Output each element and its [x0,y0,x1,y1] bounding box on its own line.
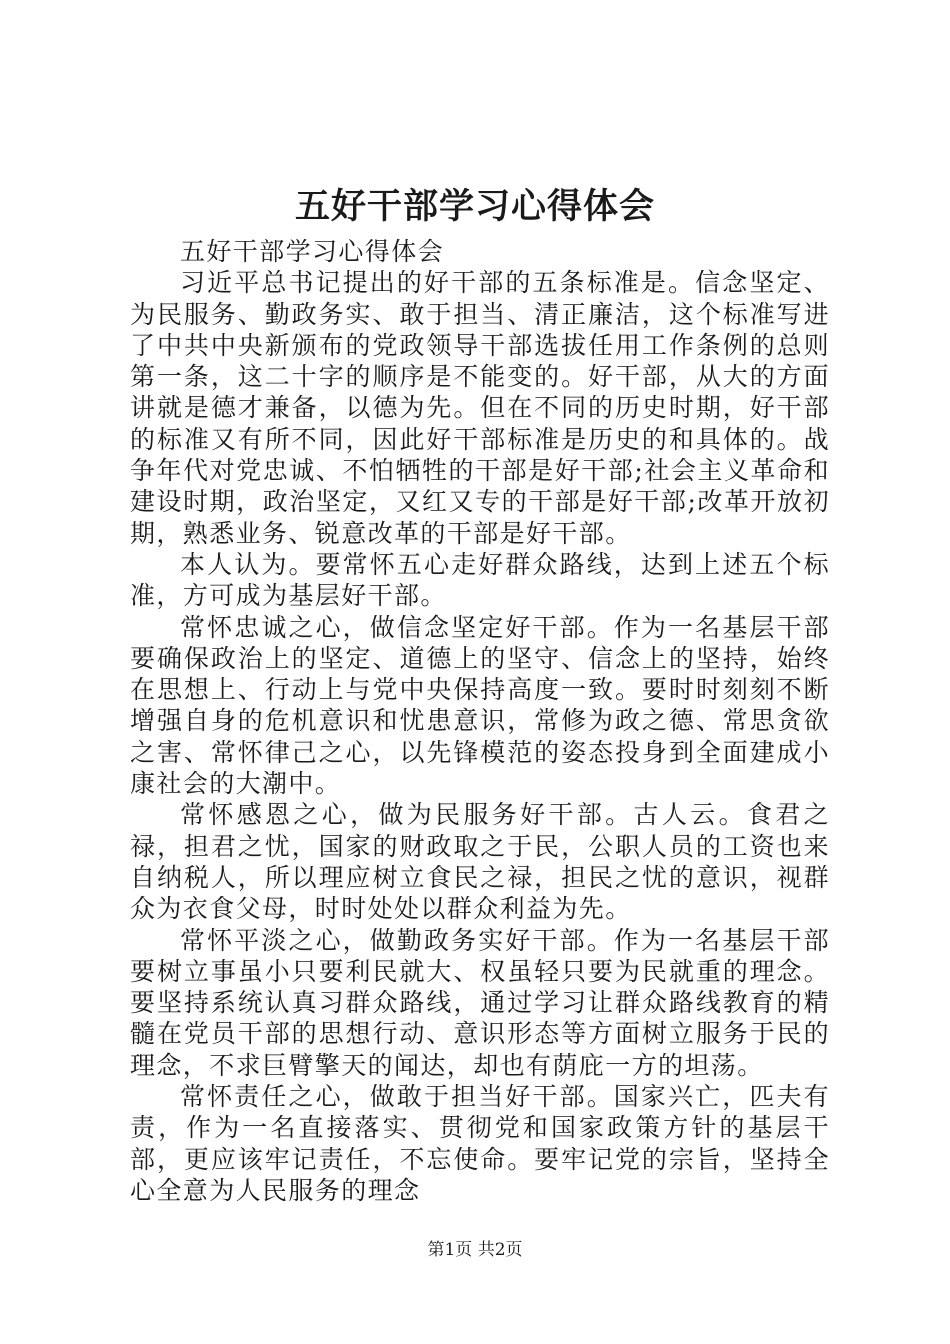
document-body [130,236,830,1206]
body-paragraph: 常怀责任之心，做敢于担当好干部。国家兴亡，匹夫有责，作为一名直接落实、贯彻党和国家政策方针的基层干部，更应该牢记责任，不忘使命。要牢记党的宗旨，坚持全心全意为人民服务的理念 [130,1082,830,1205]
body-paragraph: 习近平总书记提出的好干部的五条标准是。信念坚定、为民服务、勤政务实、敢于担当、清正廉洁，这个标准写进了中共中央新颁布的党政领导干部选拔任用工作条例的总则第一条，这二十字的顺序是不能变的。好干部，从大的方面讲就是德才兼备，以德为先。但在不同的历史时期，好干部的标准又有所不同，因此好干部标准是历史的和具体的。战争年代对党忠诚、不怕牺牲的干部是好干部;社会主义革命和建设时期，政治坚定，又红又专的干部是好干部;改革开放初期，熟悉业务、锐意改革的干部是好干部。 [130,268,830,548]
body-paragraph: 常怀忠诚之心，做信念坚定好干部。作为一名基层干部要确保政治上的坚定、道德上的坚守、信念上的坚持，始终在思想上、行动上与党中央保持高度一致。要时时刻刻不断增强自身的危机意识和忧患意识，常修为政之德、常思贪欲之害、常怀律己之心，以先锋模范的姿态投身到全面建成小康社会的大潮中。 [130,612,830,799]
document-title: 五好干部学习心得体会 [294,186,655,227]
body-paragraph: 常怀感恩之心，做为民服务好干部。古人云。食君之禄，担君之忧，国家的财政取之于民，公职人员的工资也来自纳税人，所以理应树立食民之禄，担民之忧的意识，视群众为衣食父母，时时处处以群众利益为先。 [130,800,830,924]
page-footer: 第1页 共2页 [427,1240,523,1260]
body-paragraph: 常怀平淡之心，做勤政务实好干部。作为一名基层干部要树立事虽小只要利民就大、权虽轻只要为民就重的理念。要坚持系统认真习群众路线，通过学习让群众路线教育的精髓在党员干部的思想行动、意识形态等方面树立服务于民的理念，不求巨臂擎天的闻达，却也有荫庇一方的坦荡。 [130,925,830,1080]
body-paragraph: 本人认为。要常怀五心走好群众路线，达到上述五个标准，方可成为基层好干部。 [130,549,830,611]
body-paragraph: 五好干部学习心得体会 [180,237,445,266]
